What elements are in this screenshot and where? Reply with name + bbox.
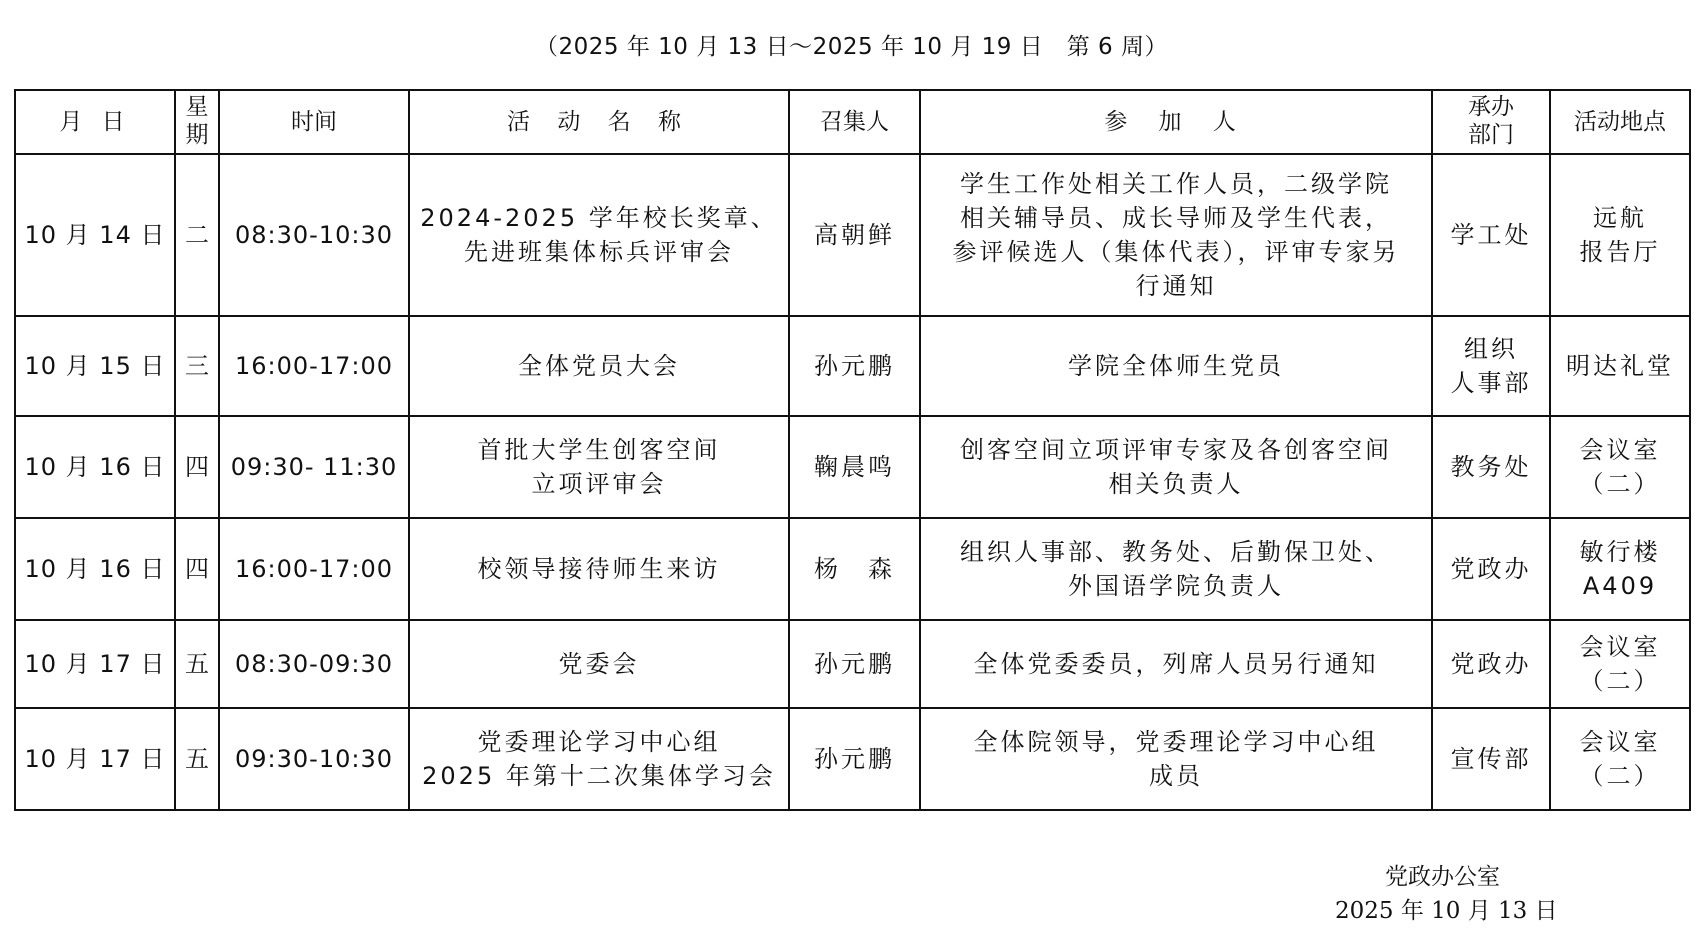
cell-participants (920, 416, 1432, 518)
dept-line: 党政办 (1450, 554, 1532, 583)
dept-line: 宣传部 (1450, 744, 1532, 773)
activity-line: 先进班集体标兵评审会 (464, 238, 734, 266)
cell-time: 16:00-17:00 (219, 316, 409, 416)
activity-line: 立项评审会 (531, 470, 667, 498)
cell-weekday: 五 (175, 708, 219, 810)
header-dept (1432, 90, 1550, 154)
cell-date: 10 月 14 日 (15, 154, 175, 316)
header-activity: 活 动 名 称 (409, 90, 789, 154)
header-participants: 参 加 人 (920, 90, 1432, 154)
location-line: 会议室 (1579, 727, 1661, 756)
header-convener: 召集人 (789, 90, 920, 154)
participants-line: 全体党委委员，列席人员另行通知 (973, 649, 1379, 678)
header-dept-line1: 承办 (1468, 94, 1514, 121)
header-date: 月 日 (15, 90, 175, 154)
dept-line: 组织 (1464, 334, 1518, 363)
cell-weekday: 四 (175, 416, 219, 518)
cell-activity (409, 316, 789, 416)
participants-line: 参评候选人（集体代表），评审专家另 (952, 238, 1400, 266)
weekly-schedule-table (14, 89, 1691, 811)
location-line: 会议室 (1579, 435, 1661, 464)
dept-line: 学工处 (1450, 220, 1532, 249)
table-row (15, 708, 1690, 810)
participants-line: 全体院领导，党委理论学习中心组 (973, 727, 1379, 756)
table-header-row (15, 90, 1690, 154)
location-line: （二） (1579, 470, 1661, 498)
cell-participants (920, 518, 1432, 620)
cell-participants (920, 620, 1432, 708)
location-line: 报告厅 (1579, 238, 1661, 266)
activity-line: 2025 年第十二次集体学习会 (422, 762, 776, 790)
cell-time: 09:30-10:30 (219, 708, 409, 810)
cell-location (1550, 518, 1690, 620)
cell-convener: 高朝鲜 (789, 154, 920, 316)
cell-date: 10 月 15 日 (15, 316, 175, 416)
cell-convener: 鞠晨鸣 (789, 416, 920, 518)
location-line: A409 (1582, 572, 1658, 600)
participants-line: 学院全体师生党员 (1068, 351, 1284, 380)
table-row (15, 620, 1690, 708)
dept-line: 教务处 (1450, 452, 1532, 481)
participants-line: 相关负责人 (1108, 470, 1244, 498)
cell-dept (1432, 518, 1550, 620)
schedule-week-subtitle: （2025 年 10 月 13 日～2025 年 10 月 19 日 第 6 周） (535, 34, 1168, 60)
cell-dept (1432, 154, 1550, 316)
cell-dept (1432, 316, 1550, 416)
cell-participants (920, 708, 1432, 810)
participants-line: 成员 (1149, 762, 1203, 790)
cell-convener: 孙元鹏 (789, 620, 920, 708)
cell-weekday: 五 (175, 620, 219, 708)
cell-weekday: 四 (175, 518, 219, 620)
table-row (15, 416, 1690, 518)
participants-line: 学生工作处相关工作人员，二级学院 (960, 169, 1392, 198)
header-location: 活动地点 (1550, 90, 1690, 154)
table-row (15, 154, 1690, 316)
location-line: 敏行楼 (1579, 537, 1661, 566)
cell-location (1550, 154, 1690, 316)
cell-date: 10 月 16 日 (15, 416, 175, 518)
activity-line: 党委理论学习中心组 (477, 727, 721, 756)
header-weekday (175, 90, 219, 154)
cell-activity (409, 416, 789, 518)
cell-date: 10 月 17 日 (15, 620, 175, 708)
cell-date: 10 月 16 日 (15, 518, 175, 620)
cell-time: 16:00-17:00 (219, 518, 409, 620)
activity-line: 2024-2025 学年校长奖章、 (420, 203, 778, 232)
cell-date: 10 月 17 日 (15, 708, 175, 810)
cell-time: 08:30-10:30 (219, 154, 409, 316)
cell-location (1550, 620, 1690, 708)
cell-participants (920, 316, 1432, 416)
cell-participants (920, 154, 1432, 316)
issuing-office: 党政办公室 (1385, 864, 1500, 890)
participants-line: 创客空间立项评审专家及各创客空间 (960, 435, 1392, 464)
cell-dept (1432, 708, 1550, 810)
participants-line: 组织人事部、教务处、后勤保卫处、 (960, 537, 1392, 566)
activity-line: 校领导接待师生来访 (477, 554, 721, 583)
header-time: 时间 (219, 90, 409, 154)
participants-line: 外国语学院负责人 (1068, 572, 1284, 600)
cell-location (1550, 416, 1690, 518)
table-row (15, 518, 1690, 620)
cell-dept (1432, 620, 1550, 708)
participants-line: 相关辅导员、成长导师及学生代表， (960, 203, 1392, 232)
location-line: 远航 (1593, 203, 1647, 232)
dept-line: 党政办 (1450, 649, 1532, 678)
cell-dept (1432, 416, 1550, 518)
location-line: 明达礼堂 (1566, 351, 1674, 380)
cell-time: 09:30- 11:30 (219, 416, 409, 518)
cell-weekday: 二 (175, 154, 219, 316)
location-line: （二） (1579, 667, 1661, 695)
issue-date: 2025 年 10 月 13 日 (1335, 898, 1558, 924)
cell-convener: 孙元鹏 (789, 316, 920, 416)
location-line: （二） (1579, 762, 1661, 790)
cell-time: 08:30-09:30 (219, 620, 409, 708)
activity-line: 党委会 (558, 649, 640, 678)
participants-line: 行通知 (1135, 272, 1217, 301)
activity-line: 首批大学生创客空间 (477, 435, 721, 464)
cell-activity (409, 154, 789, 316)
cell-activity (409, 518, 789, 620)
cell-convener: 孙元鹏 (789, 708, 920, 810)
header-dept-line2: 部门 (1468, 122, 1514, 148)
cell-location (1550, 708, 1690, 810)
cell-convener: 杨 森 (789, 518, 920, 620)
cell-weekday: 三 (175, 316, 219, 416)
cell-activity (409, 708, 789, 810)
location-line: 会议室 (1579, 632, 1661, 661)
header-weekday-line1: 星 (185, 94, 209, 121)
header-weekday-line2: 期 (185, 122, 209, 148)
dept-line: 人事部 (1450, 369, 1532, 397)
table-row (15, 316, 1690, 416)
cell-location (1550, 316, 1690, 416)
cell-activity (409, 620, 789, 708)
activity-line: 全体党员大会 (518, 351, 680, 380)
